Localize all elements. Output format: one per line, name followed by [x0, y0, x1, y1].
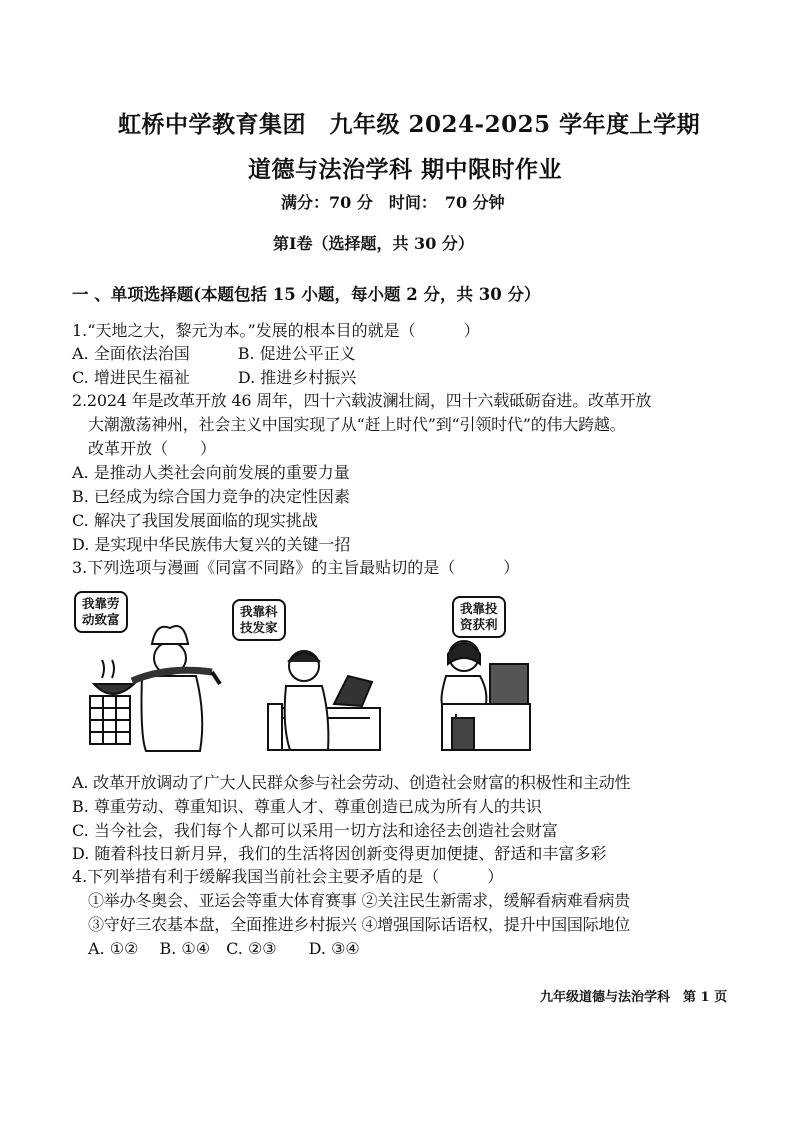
q4-options: A. ①② B. ①④ C. ②③ D. ③④ [88, 939, 360, 958]
bubble-technology-line1: 我靠科 [240, 604, 278, 619]
page-footer: 九年级道德与法治学科 第 1 页 [540, 990, 728, 1005]
q3-option-b: B. 尊重劳动、尊重知识、尊重人才、尊重创造已成为所有人的共识 [72, 797, 542, 816]
q4-items-line2: ③守好三农基本盘，全面推进乡村振兴 ④增强国际话语权，提升中国国际地位 [88, 915, 631, 934]
q2-option-d: D. 是实现中华民族伟大复兴的关键一招 [72, 535, 351, 554]
cartoon-figure-investor [442, 641, 531, 750]
q1-stem: 1.“天地之大，黎元为本。”发展的根本目的就是（ ） [72, 321, 480, 340]
q1-options-row2: C. 增进民生福祉 D. 推进乡村振兴 [72, 368, 357, 387]
q2-option-b: B. 已经成为综合国力竞争的决定性因素 [72, 487, 350, 506]
q2-option-a: A. 是推动人类社会向前发展的重要力量 [72, 463, 350, 482]
speech-bubble-investment [452, 596, 506, 638]
q2-stem-line2: 大潮激荡神州，社会主义中国实现了从“赶上时代”到“引领时代”的伟大跨越。 [88, 415, 626, 434]
bubble-investment-line2: 资获利 [460, 617, 498, 632]
exam-title-line1: 虹桥中学教育集团 九年级 2024-2025 学年度上学期 [118, 111, 701, 138]
q2-stem-line1: 2.2024 年是改革开放 46 周年，四十六载波澜壮阔，四十六载砥砺奋进。改革开放 [72, 391, 652, 410]
speech-bubble-labor [74, 591, 128, 633]
q3-stem: 3.下列选项与漫画《同富不同路》的主旨最贴切的是（ ） [72, 558, 520, 577]
cartoon-figure-laborer [90, 626, 220, 751]
q3-option-d: D. 随着科技日新月异，我们的生活将因创新变得更加便捷、舒适和丰富多彩 [72, 844, 607, 863]
q4-items-line1: ①举办冬奥会、亚运会等重大体育赛事 ②关注民生新需求，缓解看病难看病贵 [88, 891, 631, 910]
exam-title-line2: 道德与法治学科 期中限时作业 [248, 156, 563, 183]
q4-stem: 4.下列举措有利于缓解我国当前社会主要矛盾的是（ ） [72, 867, 504, 886]
bubble-investment-line1: 我靠投 [460, 601, 498, 616]
volume-label: 第Ⅰ卷（选择题，共 30 分） [273, 234, 474, 253]
score-time-info: 满分：70 分 时间： 70 分钟 [281, 193, 505, 212]
q3-option-a: A. 改革开放调动了广大人民群众参与社会劳动、创造社会财富的积极性和主动性 [72, 773, 631, 792]
q3-option-c: C. 当今社会，我们每个人都可以采用一切方法和途径去创造社会财富 [72, 821, 558, 840]
cartoon-tong-fu-bu-tong-lu [72, 586, 552, 764]
bubble-labor-line1: 我靠劳 [82, 596, 120, 611]
section-heading: 一 、单项选择题(本题包括 15 小题，每小题 2 分，共 30 分） [72, 285, 541, 304]
q2-stem-line3: 改革开放（ ） [88, 439, 217, 458]
q1-options-row1: A. 全面依法治国 B. 促进公平正义 [72, 344, 356, 363]
bubble-technology-line2: 技发家 [240, 620, 278, 635]
cartoon-figure-technologist [268, 651, 380, 750]
bubble-labor-line2: 动致富 [82, 612, 120, 627]
speech-bubble-technology [232, 599, 286, 641]
q2-option-c: C. 解决了我国发展面临的现实挑战 [72, 511, 318, 530]
